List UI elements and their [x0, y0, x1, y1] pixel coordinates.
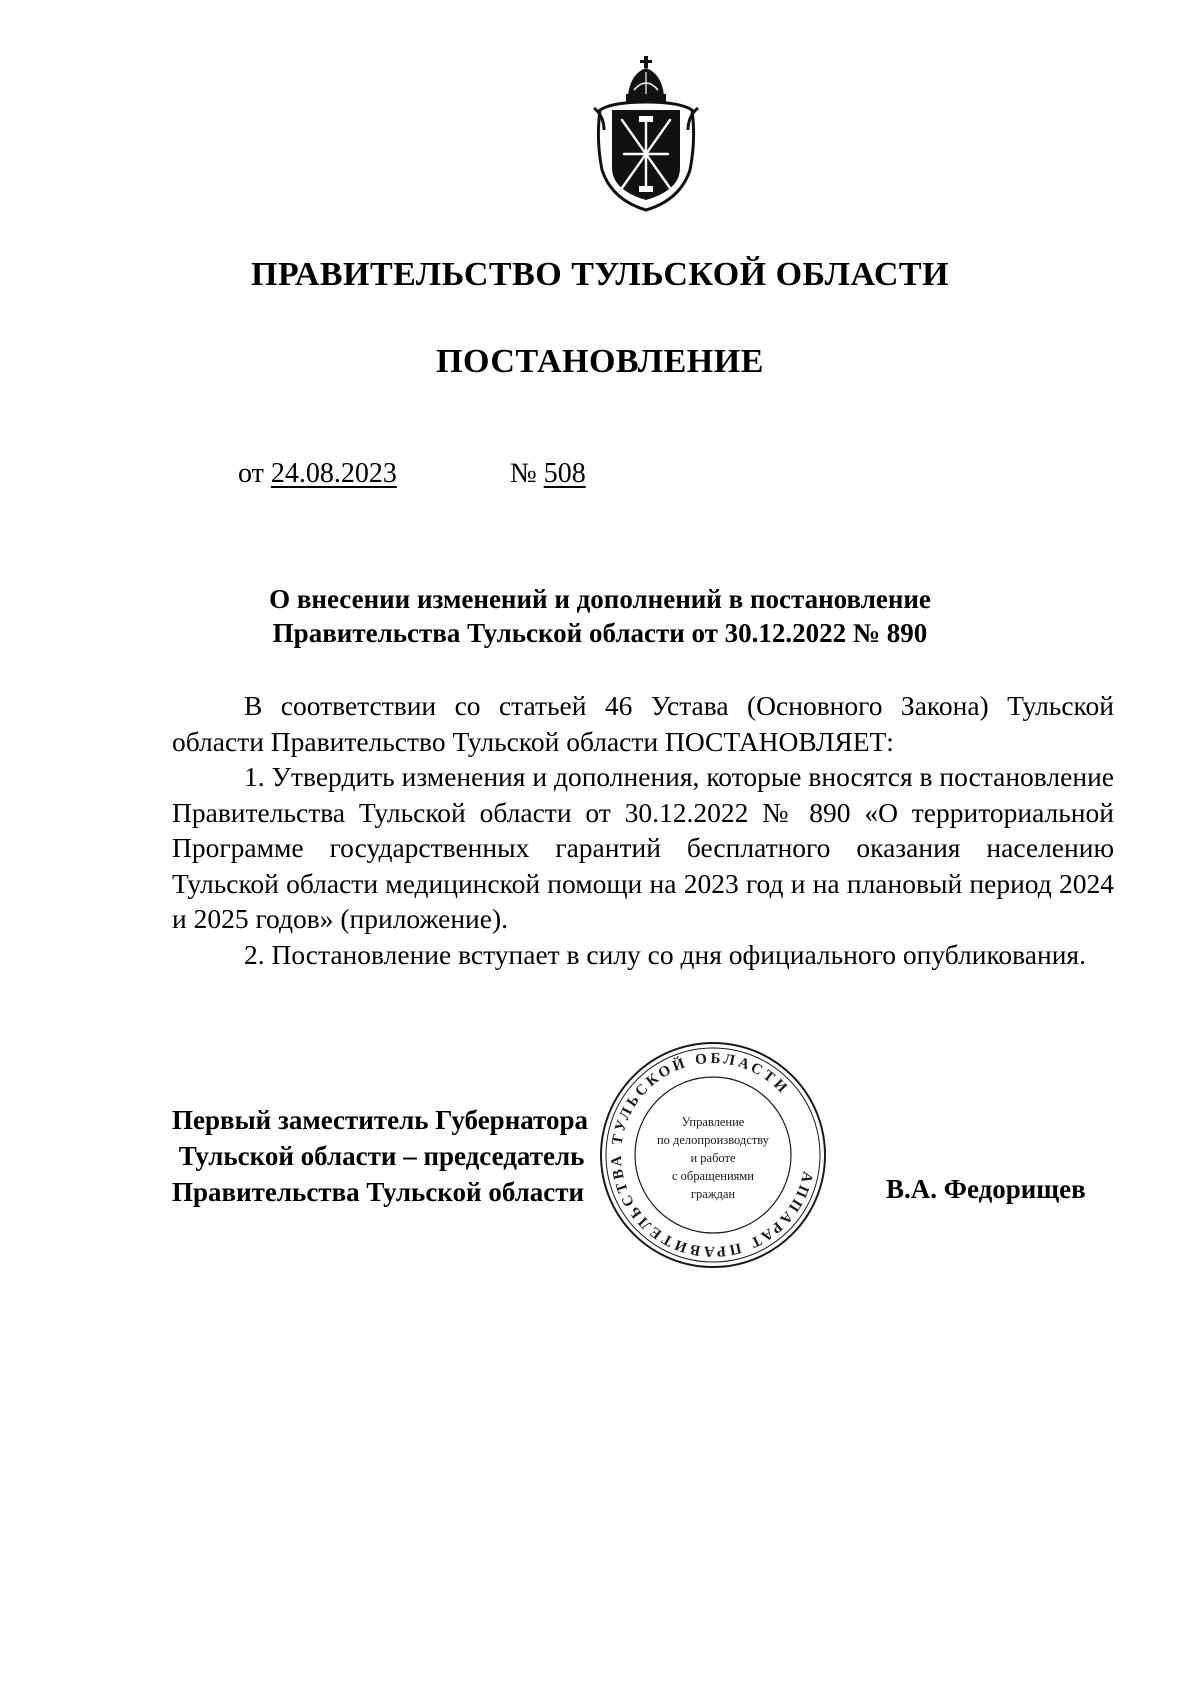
- position-line-1: Первый заместитель Губернатора: [172, 1105, 588, 1135]
- stamp-center-line-5: граждан: [690, 1187, 736, 1201]
- coat-of-arms-emblem: [590, 50, 702, 214]
- stamp-center-line-1: Управление: [681, 1115, 745, 1129]
- document-number: [510, 458, 586, 490]
- document-type-heading: ПОСТАНОВЛЕНИЕ: [436, 343, 764, 380]
- subject-line-1: О внесении изменений и дополнений в постановление: [269, 584, 931, 614]
- subject-line-2: Правительства Тульской области от 30.12.2022 № 890: [272, 618, 928, 648]
- organization-title: ПРАВИТЕЛЬСТВО ТУЛЬСКОЙ ОБЛАСТИ: [250, 256, 950, 293]
- position-line-2: Тульской области – председатель: [172, 1141, 585, 1171]
- stamp-center-line-2: по делопроизводству: [656, 1133, 770, 1147]
- item-2-paragraph: 2. Постановление вступает в силу со дня официального опубликования.: [244, 938, 1086, 970]
- signatory-position: [172, 1102, 588, 1210]
- date-value: 24.08.2023: [270, 458, 397, 489]
- date-prefix: от: [238, 458, 264, 489]
- position-line-3: Правительства Тульской области: [172, 1177, 585, 1207]
- stamp-center-line-3: и работе: [690, 1151, 736, 1165]
- item-1-paragraph: 1. Утвердить изменения и дополнения, которые вносятся в постановление Правительства Тульской области от 30.12.2022 № 890 «О территориальной Программе государственных гарантий бесплатного оказания населению Тульской области медицинской помощи на 2023 год и на плановый период 2024 и 2025 годов» (приложение).: [172, 761, 1114, 934]
- stamp-ring-text: АППАРАТ ПРАВИТЕЛЬСТВА ТУЛЬСКОЙ ОБЛАСТИ: [608, 1050, 816, 1260]
- preamble-paragraph: В соответствии со статьей 46 Устава (Основного Закона) Тульской области Правительство Тульской области ПОСТАНОВЛЯЕТ:: [172, 690, 1114, 757]
- document-date: [238, 458, 397, 490]
- document-subject: [0, 582, 1200, 650]
- stamp-center-line-4: с обращениями: [672, 1169, 754, 1183]
- number-value: 508: [543, 458, 586, 489]
- document-body: [172, 688, 1114, 972]
- number-prefix: №: [510, 458, 537, 489]
- official-stamp: [598, 1040, 828, 1270]
- signatory-name: В.А. Федорищев: [886, 1174, 1086, 1204]
